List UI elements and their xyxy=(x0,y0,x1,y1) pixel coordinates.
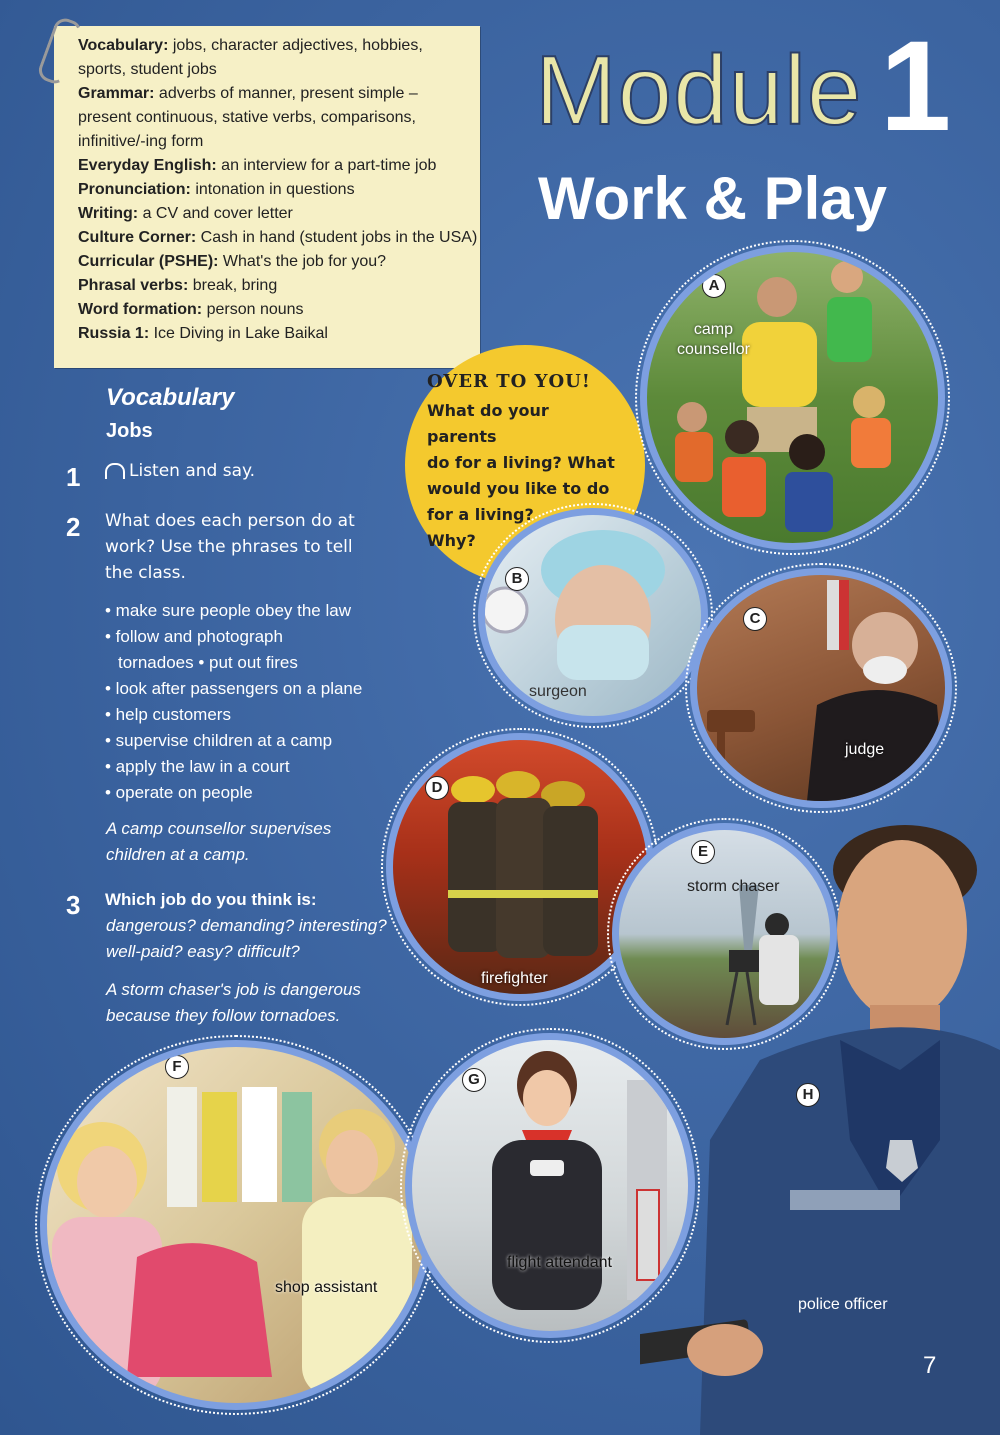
list-item: • help customers xyxy=(105,705,231,724)
contents-line: Phrasal verbs: break, bring xyxy=(78,277,278,294)
list-item: • make sure people obey the law xyxy=(105,601,351,620)
photo-letter-badge: E xyxy=(691,840,715,864)
shop-scene-illustration xyxy=(47,1047,425,1403)
photo-label: police officer xyxy=(798,1296,888,1313)
list-item: • operate on people xyxy=(105,783,253,802)
task-number: 2 xyxy=(66,512,81,542)
task-3-instruction: Which job do you think is: xyxy=(105,890,317,909)
list-item: • supervise children at a camp xyxy=(105,731,333,750)
vocabulary-heading: Vocabulary xyxy=(106,384,235,411)
contents-line: Culture Corner: Cash in hand (student jobs in the USA) xyxy=(78,229,478,246)
task-number: 1 xyxy=(66,462,81,492)
contents-line: Writing: a CV and cover letter xyxy=(78,205,293,222)
camp-scene-illustration xyxy=(647,252,938,543)
photo-letter-badge: A xyxy=(702,274,726,298)
contents-line: Grammar: adverbs of manner, present simple – xyxy=(78,85,418,102)
contents-line: sports, student jobs xyxy=(78,61,217,78)
module-title: Module xyxy=(535,35,863,145)
task-2-instruction: What does each person do at work? Use the phrases to tell the class. xyxy=(105,511,355,583)
photo-letter-badge: D xyxy=(425,776,449,800)
contents-line: present continuous, stative verbs, comparisons, xyxy=(78,109,416,126)
contents-line: Word formation: person nouns xyxy=(78,301,304,318)
contents-line: Everyday English: an interview for a part-time job xyxy=(78,157,437,174)
contents-line: Curricular (PSHE): What's the job for you? xyxy=(78,253,387,270)
photo-camp-counsellor xyxy=(640,245,945,550)
module-subtitle: Work & Play xyxy=(538,165,888,232)
photo-label: camp counsellor xyxy=(677,321,750,358)
list-item: • look after passengers on a plane xyxy=(105,679,363,698)
module-number: 1 xyxy=(880,15,952,158)
task-2-example: A camp counsellor supervises children at a camp. xyxy=(106,819,332,864)
contents-line: Russia 1: Ice Diving in Lake Baikal xyxy=(78,325,328,342)
photo-firefighter xyxy=(386,733,654,1001)
photo-surgeon xyxy=(478,508,708,723)
over-to-you-text: What do your parents do for a living? What would you like to do for a living? Why? xyxy=(427,401,615,550)
photo-label: flight attendant xyxy=(507,1254,612,1271)
photo-label: storm chaser xyxy=(687,878,780,895)
photo-letter-badge: C xyxy=(743,607,767,631)
headphones-icon xyxy=(105,463,125,479)
photo-letter-badge: G xyxy=(462,1068,486,1092)
judge-illustration xyxy=(697,575,945,801)
photo-label: firefighter xyxy=(481,970,548,987)
phrase-list xyxy=(105,598,362,806)
contents-line: Vocabulary: jobs, character adjectives, hobbies, xyxy=(78,37,423,54)
task-3-example: A storm chaser's job is dangerous because they follow tornadoes. xyxy=(106,980,361,1025)
task-3-options: dangerous? demanding? interesting? well-paid? easy? difficult? xyxy=(106,916,387,961)
photo-shop-assistant xyxy=(40,1040,432,1410)
list-item: tornadoes • put out fires xyxy=(118,653,298,672)
photo-letter-badge: F xyxy=(165,1055,189,1079)
task-number: 3 xyxy=(66,890,81,920)
photo-letter-badge: H xyxy=(796,1083,820,1107)
task-1-instruction: Listen and say. xyxy=(105,458,255,484)
contents-line: Pronunciation: intonation in questions xyxy=(78,181,355,198)
contents-line: infinitive/-ing form xyxy=(78,133,204,150)
photo-judge xyxy=(690,568,952,808)
photo-letter-badge: B xyxy=(505,567,529,591)
jobs-subheading: Jobs xyxy=(106,420,153,442)
module-contents-box xyxy=(54,26,480,368)
photo-label: surgeon xyxy=(529,683,587,700)
list-item: • follow and photograph xyxy=(105,627,283,646)
photo-label: judge xyxy=(845,741,885,758)
photo-police-officer xyxy=(640,810,1000,1435)
page-number: 7 xyxy=(923,1352,937,1379)
list-item: • apply the law in a court xyxy=(105,757,290,776)
surgeon-illustration xyxy=(485,515,701,716)
photo-label: shop assistant xyxy=(275,1279,378,1296)
over-to-you-heading: OVER TO YOU! xyxy=(427,371,591,392)
police-officer-illustration xyxy=(640,810,1000,1435)
